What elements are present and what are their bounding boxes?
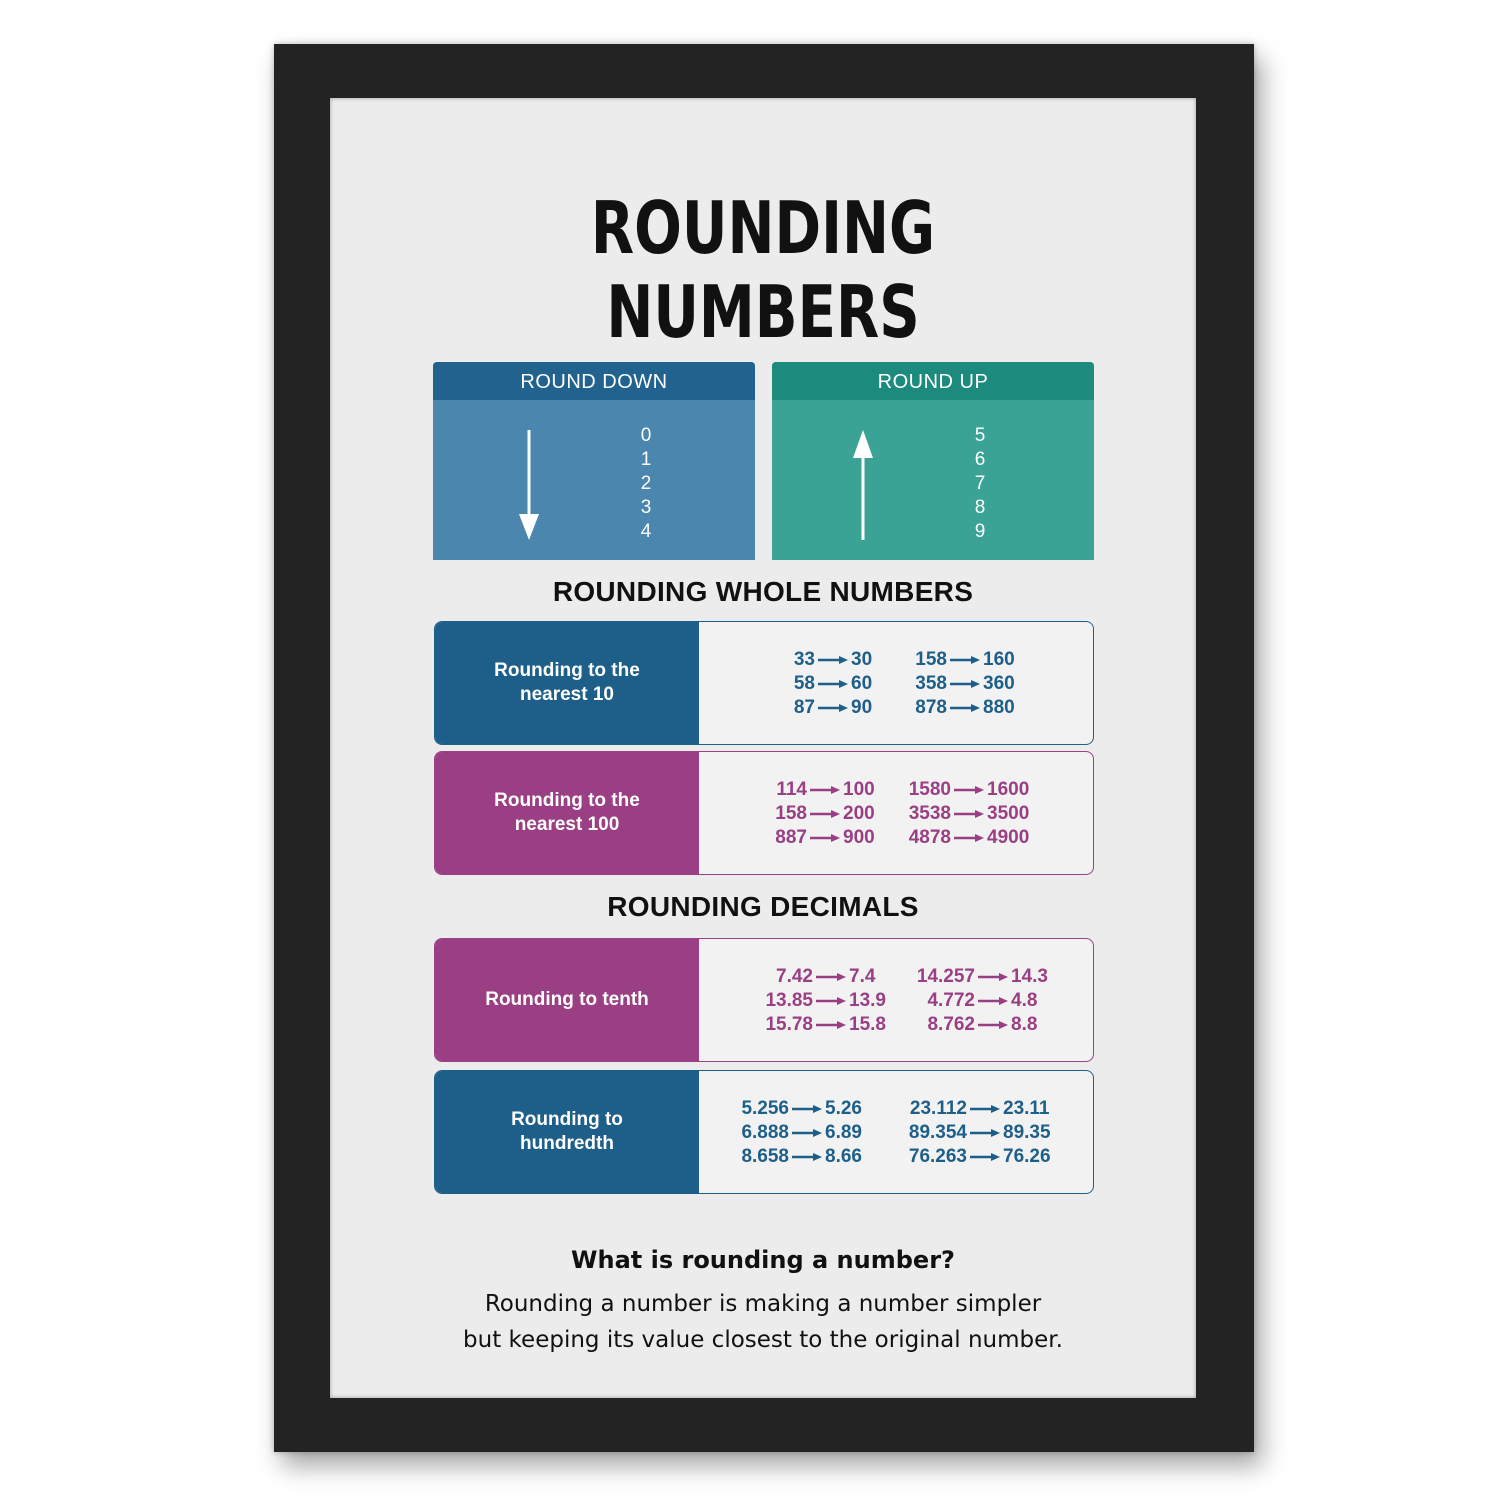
original-value: 58 <box>793 673 815 694</box>
original-value: 158 <box>915 649 947 670</box>
original-value: 878 <box>915 697 947 718</box>
rounded-value: 23.11 <box>1003 1098 1050 1119</box>
arrow-right-icon <box>977 1020 1009 1030</box>
digit: 2 <box>640 473 652 494</box>
round-down-box <box>433 362 755 560</box>
original-value: 13.85 <box>765 990 813 1011</box>
example-row <box>895 1121 1063 1145</box>
example-row <box>905 989 1059 1013</box>
round-down-header: ROUND DOWN <box>433 362 755 400</box>
arrow-right-icon <box>791 1128 823 1138</box>
rounded-value: 76.26 <box>1003 1146 1051 1167</box>
example-row <box>895 1145 1063 1169</box>
rounded-value: 8.66 <box>825 1146 862 1167</box>
example-row <box>905 648 1023 672</box>
rounded-value: 89.35 <box>1003 1122 1051 1143</box>
rounded-value: 3500 <box>987 803 1030 824</box>
card-label: Rounding to the nearest 10 <box>494 660 640 705</box>
original-value: 887 <box>775 827 807 848</box>
example-row <box>753 1013 897 1037</box>
digit: 0 <box>640 425 652 446</box>
digit: 9 <box>974 521 986 542</box>
example-row <box>753 989 897 1013</box>
rounded-value: 14.3 <box>1011 966 1048 987</box>
digit: 4 <box>640 521 652 542</box>
examples-left <box>767 778 883 850</box>
rounded-value: 880 <box>983 697 1015 718</box>
rounded-value: 900 <box>843 827 875 848</box>
section-title-whole-numbers: ROUNDING WHOLE NUMBERS <box>552 576 974 607</box>
arrow-right-icon <box>977 972 1009 982</box>
original-value: 1580 <box>908 779 951 800</box>
rounded-value: 8.8 <box>1011 1014 1038 1035</box>
arrow-right-icon <box>977 996 1009 1006</box>
digit: 7 <box>974 473 986 494</box>
arrow-up-icon <box>851 428 875 542</box>
original-value: 87 <box>793 697 815 718</box>
example-row <box>729 1121 875 1145</box>
arrow-right-icon <box>817 655 849 665</box>
card-tenth <box>434 938 1094 1062</box>
digit: 8 <box>974 497 986 518</box>
example-row <box>753 965 897 989</box>
rounded-value: 1600 <box>987 779 1030 800</box>
arrow-right-icon <box>953 833 985 843</box>
picture-frame <box>274 44 1254 1452</box>
example-row <box>895 778 1037 802</box>
arrow-right-icon <box>809 809 841 819</box>
original-value: 15.78 <box>765 1014 813 1035</box>
example-row <box>775 672 891 696</box>
rounded-value: 90 <box>851 697 873 718</box>
example-row <box>767 826 883 850</box>
arrow-right-icon <box>953 809 985 819</box>
arrow-right-icon <box>791 1104 823 1114</box>
original-value: 89.354 <box>908 1122 967 1143</box>
rounded-value: 5.26 <box>825 1098 862 1119</box>
arrow-right-icon <box>969 1128 1001 1138</box>
example-row <box>905 672 1023 696</box>
arrow-right-icon <box>953 785 985 795</box>
card-hundredth <box>434 1070 1094 1194</box>
arrow-right-icon <box>815 1020 847 1030</box>
example-row <box>729 1097 875 1121</box>
original-value: 33 <box>793 649 815 670</box>
original-value: 4878 <box>908 827 951 848</box>
original-value: 8.658 <box>741 1146 789 1167</box>
original-value: 8.762 <box>927 1014 975 1035</box>
round-up-header: ROUND UP <box>772 362 1094 400</box>
example-row <box>895 1097 1063 1121</box>
original-value: 5.256 <box>741 1098 789 1119</box>
digit: 6 <box>974 449 986 470</box>
original-value: 114 <box>776 779 807 800</box>
digit: 1 <box>640 449 652 470</box>
example-row <box>905 1013 1059 1037</box>
arrow-right-icon <box>817 703 849 713</box>
example-row <box>905 696 1023 720</box>
example-row <box>767 778 883 802</box>
card-label: Rounding to the nearest 100 <box>494 790 640 835</box>
answer-line: but keeping its value closest to the original number. <box>463 1327 1063 1353</box>
poster <box>330 98 1196 1398</box>
answer-line: Rounding a number is making a number simpler <box>484 1291 1042 1317</box>
example-row <box>729 1145 875 1169</box>
rounded-value: 4.8 <box>1011 990 1038 1011</box>
question-heading: What is rounding a number? <box>571 1246 955 1274</box>
arrow-right-icon <box>791 1152 823 1162</box>
examples-right <box>905 648 1023 720</box>
example-row <box>905 965 1059 989</box>
rounded-value: 4900 <box>987 827 1030 848</box>
example-row <box>767 802 883 826</box>
original-value: 6.888 <box>741 1122 789 1143</box>
card-label: Rounding to hundredth <box>511 1109 623 1154</box>
rounded-value: 6.89 <box>825 1122 862 1143</box>
original-value: 4.772 <box>927 990 975 1011</box>
original-value: 14.257 <box>916 966 975 987</box>
rounded-value: 60 <box>851 673 873 694</box>
examples-left <box>753 965 897 1037</box>
card-nearest-10 <box>434 621 1094 745</box>
arrow-right-icon <box>815 972 847 982</box>
rounded-value: 200 <box>843 803 875 824</box>
arrow-right-icon <box>949 679 981 689</box>
round-up-digits <box>965 424 995 544</box>
rounded-value: 30 <box>851 649 873 670</box>
examples-right <box>905 965 1059 1037</box>
original-value: 76.263 <box>908 1146 967 1167</box>
example-row <box>775 648 891 672</box>
examples-right <box>895 1097 1063 1169</box>
digit: 3 <box>640 497 652 518</box>
arrow-right-icon <box>809 785 841 795</box>
arrow-down-icon <box>517 428 541 542</box>
example-row <box>895 826 1037 850</box>
rounded-value: 15.8 <box>849 1014 886 1035</box>
examples-left <box>775 648 891 720</box>
answer-text <box>330 1286 1196 1358</box>
rounded-value: 13.9 <box>849 990 886 1011</box>
arrow-right-icon <box>969 1152 1001 1162</box>
original-value: 3538 <box>908 803 951 824</box>
rounded-value: 7.4 <box>849 966 876 987</box>
card-nearest-100 <box>434 751 1094 875</box>
arrow-right-icon <box>969 1104 1001 1114</box>
arrow-right-icon <box>949 655 981 665</box>
original-value: 158 <box>775 803 807 824</box>
examples-left <box>729 1097 875 1169</box>
round-down-digits <box>631 424 661 544</box>
poster-title: ROUNDING NUMBERS <box>590 186 936 354</box>
round-up-box <box>772 362 1094 560</box>
example-row <box>895 802 1037 826</box>
card-label: Rounding to tenth <box>485 989 649 1010</box>
arrow-right-icon <box>815 996 847 1006</box>
arrow-right-icon <box>817 679 849 689</box>
original-value: 358 <box>915 673 947 694</box>
section-title-decimals: ROUNDING DECIMALS <box>607 891 919 922</box>
rounded-value: 100 <box>843 779 875 800</box>
arrow-right-icon <box>809 833 841 843</box>
rounded-value: 360 <box>983 673 1015 694</box>
examples-right <box>895 778 1037 850</box>
arrow-right-icon <box>949 703 981 713</box>
original-value: 23.112 <box>909 1098 967 1119</box>
rounded-value: 160 <box>983 649 1015 670</box>
digit: 5 <box>974 425 986 446</box>
example-row <box>775 696 891 720</box>
original-value: 7.42 <box>776 966 813 987</box>
